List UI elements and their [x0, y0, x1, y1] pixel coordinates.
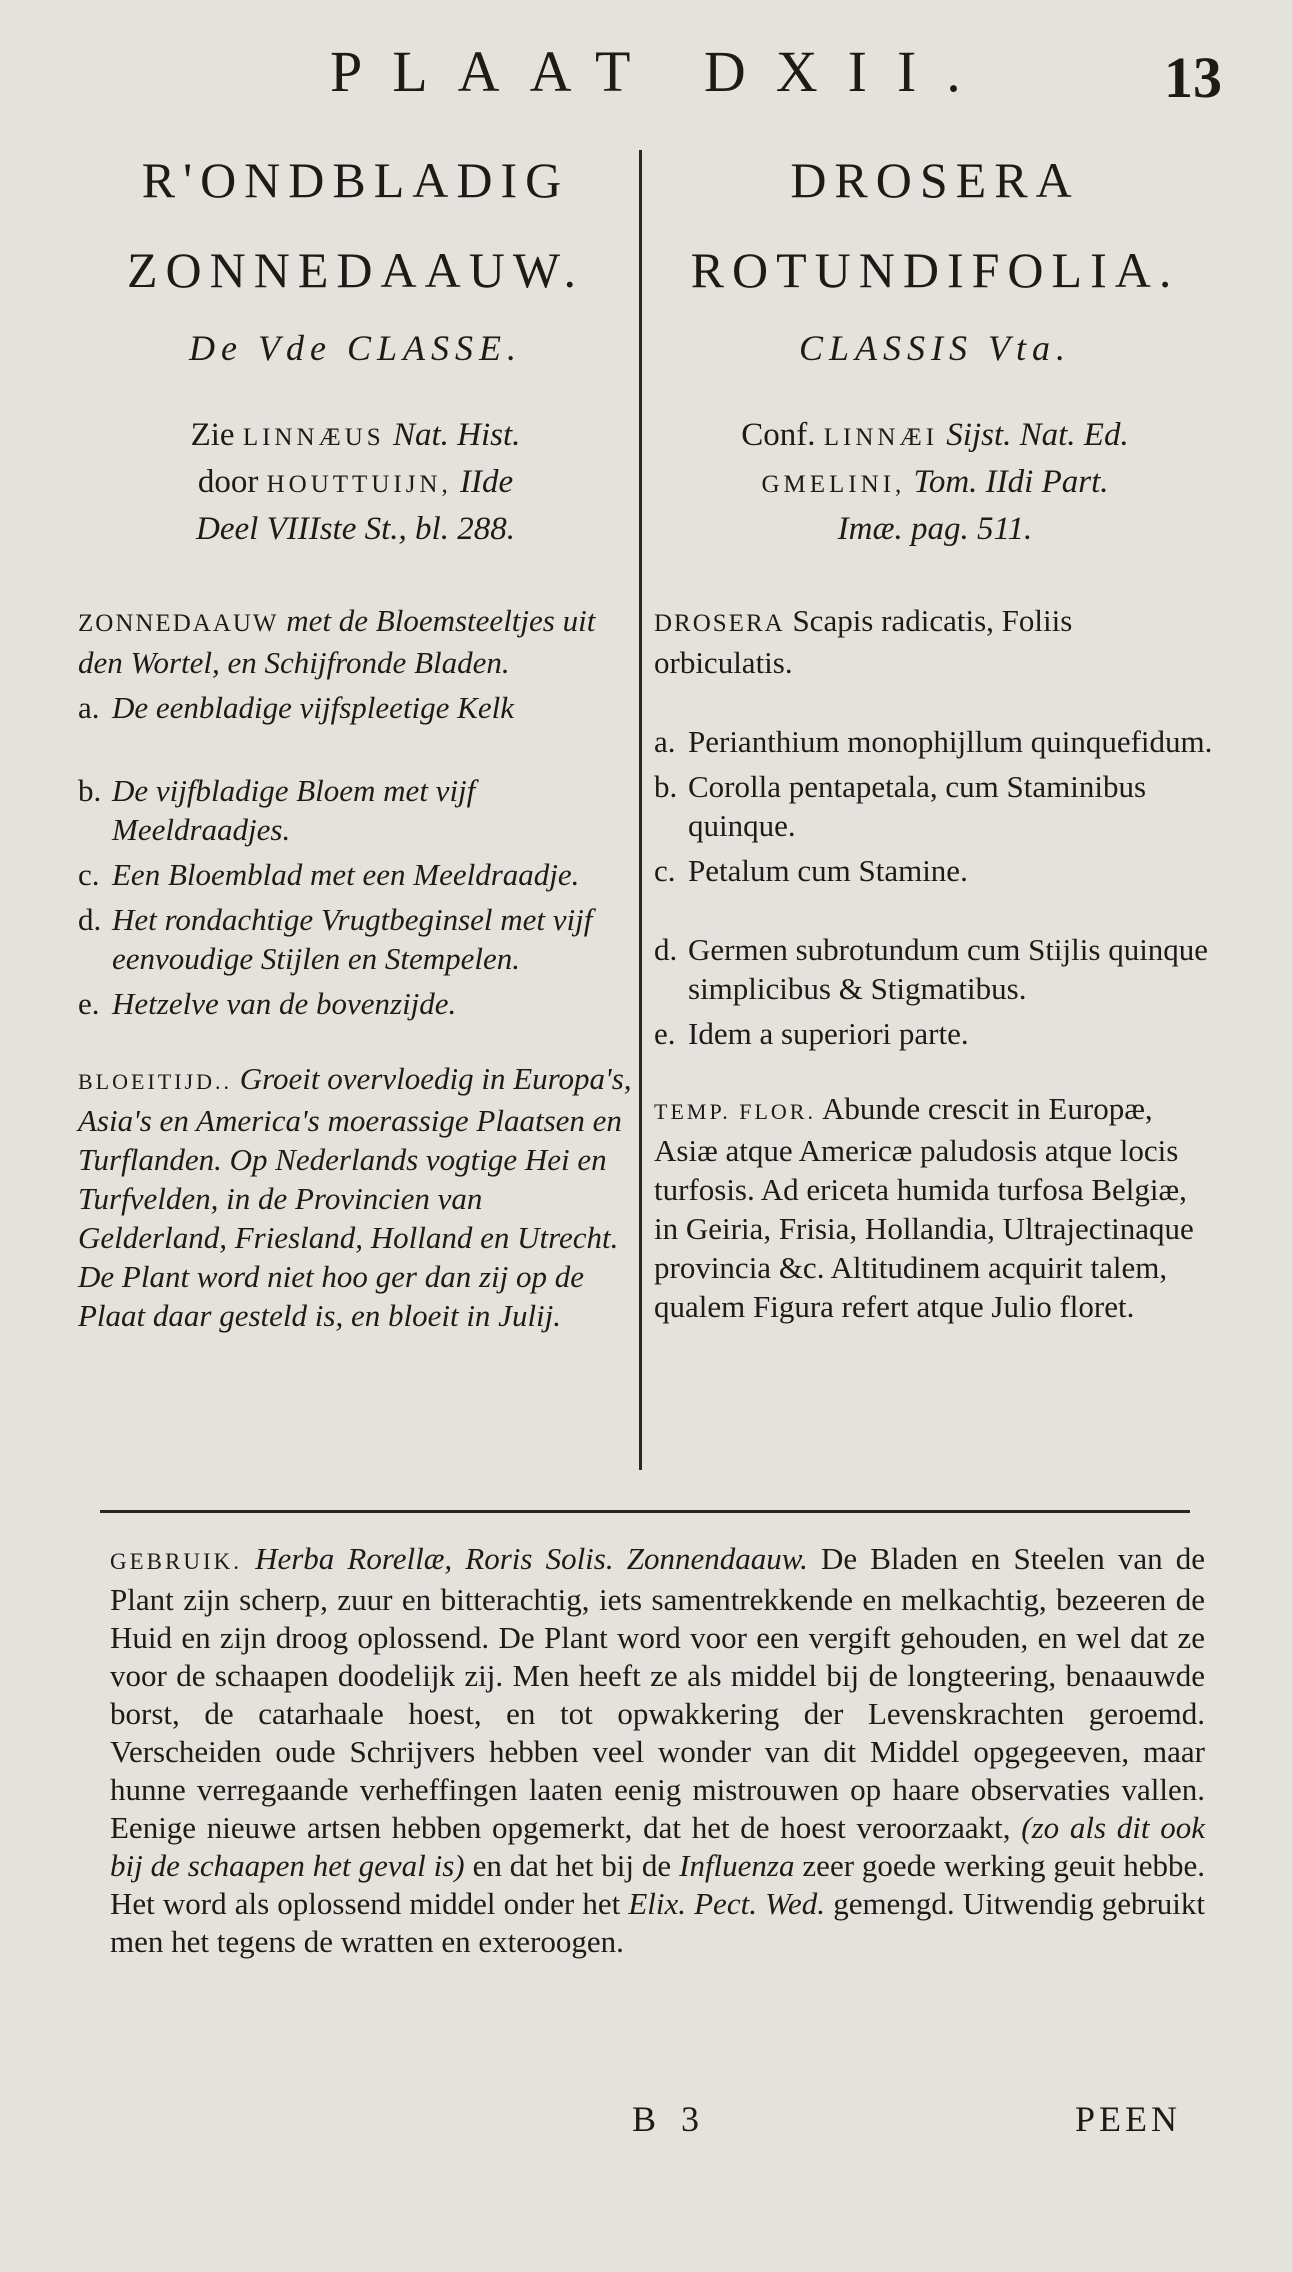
usage-text-2: en dat het bij de — [472, 1848, 672, 1883]
latin-item-d: d. Germen subrotundum cum Stijlis quinque simplicibus & Stigmatibus. — [654, 932, 1209, 1006]
ref-editor: GMELINI, — [761, 471, 906, 498]
dutch-flowering — [78, 1059, 633, 1335]
dutch-item-e: e. Hetzelve van de bovenzijde. — [78, 986, 457, 1021]
usage-influenza: Influenza — [679, 1848, 795, 1883]
ref-part: IIde — [459, 464, 514, 500]
ref-conf: Conf. — [741, 417, 816, 453]
latin-item-a: a. Perianthium monophijllum quinquefidum. — [654, 724, 1213, 759]
latin-flowering-label: TEMP. FLOR. — [654, 1099, 816, 1124]
usage-text-3: zeer goede werking geuit hebbe. Het word als oplossend middel onder het — [110, 1848, 1206, 1921]
dutch-name-line2: ZONNEDAAUW. — [127, 242, 584, 298]
usage-elix: Elix. Pect. Wed. — [628, 1886, 826, 1921]
usage-label: GEBRUIK. — [110, 1549, 242, 1574]
ref-latin-page: Imæ. pag. 511. — [837, 511, 1033, 547]
ref-volume: Deel VIIIste St., bl. 288. — [196, 511, 515, 547]
dutch-reference — [78, 413, 633, 551]
dutch-item-a: a. De eenbladige vijfspleetige Kelk — [78, 690, 514, 725]
latin-flowering-text: Abunde crescit in Europæ, Asiæ atque Americæ paludosis atque locis turfosis. Ad ericeta humida turfosa Belgiæ, in Geiria, Frisia, Hollandia, Ultrajectinaque provincia &c. Altitudinem acquirit talem, qualem Figura refert atque Julio floret. — [654, 1091, 1194, 1324]
dutch-item-b: b. De vijfbladige Bloem met vijf Meeldraadjes. — [78, 773, 476, 847]
latin-item-e: e. Idem a superiori parte. — [654, 1016, 969, 1051]
dutch-description — [78, 601, 633, 1023]
latin-desc-lead: DROSERA — [654, 610, 785, 637]
ref-latin-work: Sijst. Nat. Ed. — [946, 417, 1129, 453]
plate-title: PLAAT DXII. — [330, 39, 991, 104]
latin-flowering — [654, 1089, 1216, 1326]
latin-item-b: b. Corolla pentapetala, cum Staminibus quinque. — [654, 769, 1147, 843]
dutch-desc-text: met de Bloemsteeltjes uit den Wortel, en Schijfronde Bladen. — [78, 603, 596, 680]
catchword: PEEN — [1075, 2099, 1181, 2139]
usage-text-1: De Bladen en Steelen van de Plant zijn scherp, zuur en bitterachtig, iets samentrekkende en melkachtig, bezeeren de Huid en zijn droog oplossend. De Plant word voor een vergift gehouden, en wel dat ze voor de schaapen doodelijk zij. Men heeft ze als middel bij de longteering, benaauwde borst, de catarhaale hoest, en tot opwakkering der Levenskrachten geroemd. Verscheiden oude Schrijvers hebben veel wonder van dit Middel opgegeeven, maar hunne verregaande verheffingen laaten eenig mistrouwen op haare observaties vallen. Eenige nieuwe artsen hebben opgemerkt, dat het de hoest veroorzaakt, — [110, 1541, 1205, 1845]
ref-zie: Zie — [190, 417, 235, 453]
dutch-name-line1: R'ONDBLADIG — [141, 152, 570, 208]
ref-latin-part: Tom. IIdi Part. — [913, 464, 1109, 500]
section-rule — [100, 1510, 1190, 1513]
page-header — [0, 38, 1292, 118]
dutch-desc-lead: ZONNEDAAUW — [78, 610, 279, 637]
usage-aside: (zo als dit ook bij de schaapen het geval is) — [110, 1810, 1205, 1883]
dutch-class-line: De Vde CLASSE. — [189, 328, 522, 368]
latin-reference — [654, 413, 1216, 551]
latin-item-c: c. Petalum cum Stamine. — [654, 853, 968, 888]
latin-desc-text: Scapis radicatis, Foliis orbiculatis. — [654, 603, 1073, 680]
latin-class-line: CLASSIS Vta. — [798, 328, 1071, 368]
column-divider — [639, 150, 642, 1470]
page-number: 13 — [1164, 45, 1222, 110]
latin-column — [654, 135, 1216, 1326]
usage-text-4: gemengd. Uitwendig gebruikt men het tegens de wratten en exteroogen. — [110, 1886, 1205, 1959]
ref-author: LINNÆUS — [242, 424, 385, 451]
dutch-column — [78, 135, 633, 1335]
usage-intro: Herba Rorellæ, Roris Solis. Zonnendaauw. — [255, 1541, 808, 1576]
latin-description — [654, 601, 1216, 1053]
latin-name-line1: DROSERA — [790, 152, 1080, 208]
ref-latin-author: LINNÆI — [823, 424, 939, 451]
dutch-flowering-label: BLOEITIJD.. — [78, 1069, 232, 1094]
usage-paragraph — [110, 1540, 1205, 1961]
ref-work: Nat. Hist. — [392, 417, 521, 453]
ref-door: door — [197, 464, 259, 500]
latin-name-line2: ROTUNDIFOLIA. — [690, 242, 1180, 298]
signature-mark: B 3 — [632, 2099, 708, 2139]
page-footer — [0, 2098, 1292, 2148]
dutch-item-d: d. Het rondachtige Vrugtbeginsel met vijf eenvoudige Stijlen en Stempelen. — [78, 902, 593, 976]
dutch-item-c: c. Een Bloemblad met een Meeldraadje. — [78, 857, 580, 892]
ref-translator: HOUTTUIJN, — [266, 471, 452, 498]
dutch-flowering-text: Groeit overvloedig in Europa's, Asia's en America's moerassige Plaatsen en Turflanden. Op Nederlands vogtige Hei en Turfvelden, in de Provincien van Gelderland, Friesland, Holland en Utrecht. De Plant word niet hoo ger dan zij op de Plaat daar gesteld is, en bloeit in Julij. — [78, 1061, 632, 1333]
